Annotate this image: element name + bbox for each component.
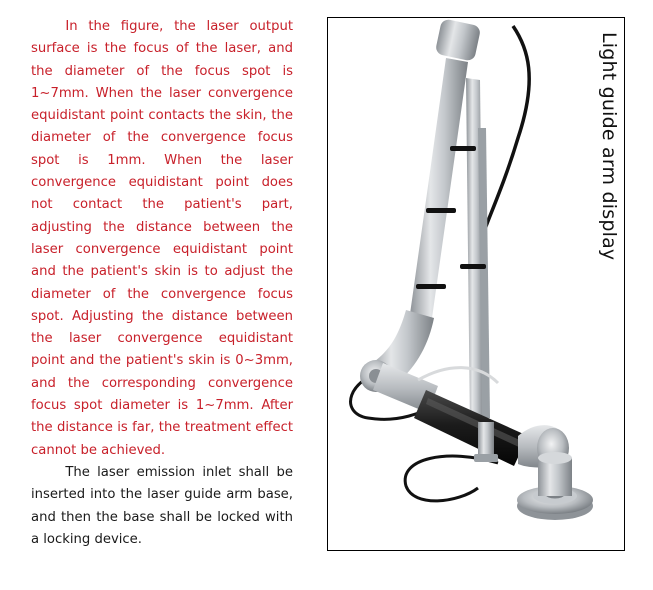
installation-note-paragraph: The laser emission inlet shall be inserted into the laser guide arm base, and then the base shall be locked with a locking device. bbox=[31, 464, 293, 547]
light-guide-arm-photo bbox=[328, 18, 625, 551]
figure-caption-vertical: Light guide arm display bbox=[598, 32, 620, 261]
light-guide-arm-figure bbox=[327, 17, 625, 551]
description-column bbox=[31, 16, 293, 551]
focus-description-paragraph: In the figure, the laser output surface is the focus of the laser, and the diameter of the focus spot is 1~7mm. When the laser convergence equidistant point contacts the skin, the diameter of the convergence focus spot is 1mm. When the laser convergence equidistant point does not contact the patient's part, adjusting the distance between the laser convergence equidistant point and the patient's skin is to adjust the diameter of the convergence focus spot. Adjusting the distance between the laser convergence equidistant point and the patient's skin is 0~3mm, and the corresponding convergence focus spot diameter is 1~7mm. After the distance is far, the treatment effect cannot be achieved. bbox=[31, 19, 293, 458]
